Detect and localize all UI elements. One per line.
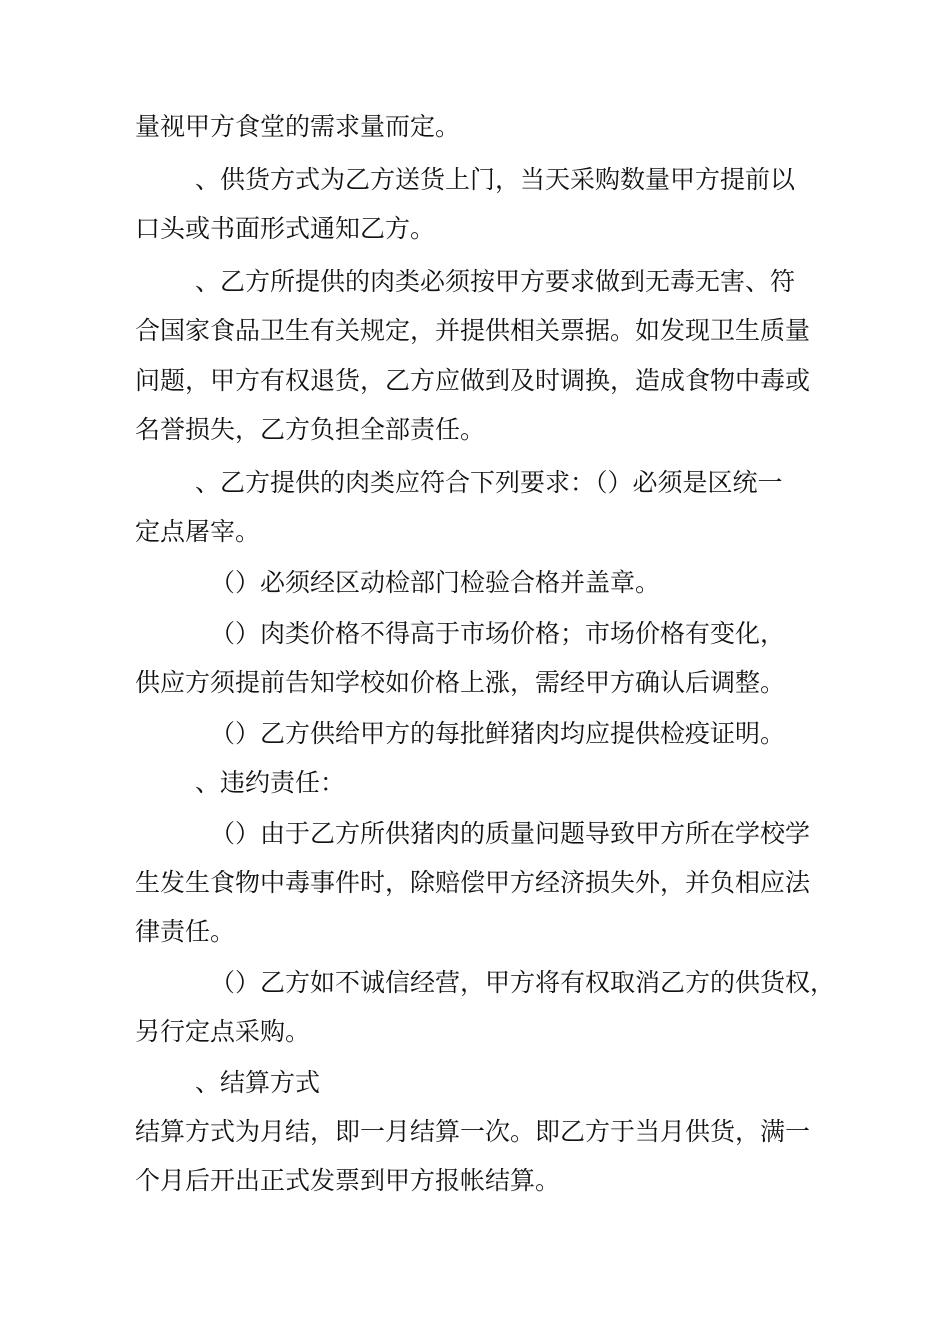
text-line: （）必须经区动检部门检验合格并盖章。 [210,568,661,597]
text-line: 、乙方所提供的肉类必须按甲方要求做到无毒无害、符 [195,267,796,296]
text-line: （）肉类价格不得高于市场价格；市场价格有变化， [210,619,786,648]
text-line: 、乙方提供的肉类应符合下列要求：（）必须是区统一 [195,468,783,497]
text-line: （）由于乙方所供猪肉的质量问题导致甲方所在学校学 [210,819,811,848]
text-line: 另行定点采购。 [135,1017,311,1046]
text-line: 结算方式为月结，即一月结算一次。即乙方于当月供货，满一 [135,1117,811,1146]
text-line: 问题，甲方有权退货，乙方应做到及时调换，造成食物中毒或 [135,366,811,395]
text-line: 量视甲方食堂的需求量而定。 [135,112,461,141]
text-line: 生发生食物中毒事件时，除赔偿甲方经济损失外，并负相应法 [135,868,811,897]
text-line: 供应方须提前告知学校如价格上涨，需经甲方确认后调整。 [135,668,786,697]
text-line: 律责任。 [135,917,236,946]
text-line: 名誉损失，乙方负担全部责任。 [135,415,486,444]
text-line: （）乙方供给甲方的每批鲜猪肉均应提供检疫证明。 [210,719,786,748]
text-line: 定点屠宰。 [135,517,261,546]
text-line: 口头或书面形式通知乙方。 [135,214,436,243]
text-line: 、供货方式为乙方送货上门，当天采购数量甲方提前以 [195,165,796,194]
text-line: （）乙方如不诚信经营，甲方将有权取消乙方的供货权， [210,968,836,997]
text-line: 个月后开出正式发票到甲方报帐结算。 [135,1166,561,1195]
text-line: 、结算方式 [195,1068,321,1097]
text-line: 、违约责任： [195,768,346,797]
text-line: 合国家食品卫生有关规定，并提供相关票据。如发现卫生质量 [135,316,811,345]
